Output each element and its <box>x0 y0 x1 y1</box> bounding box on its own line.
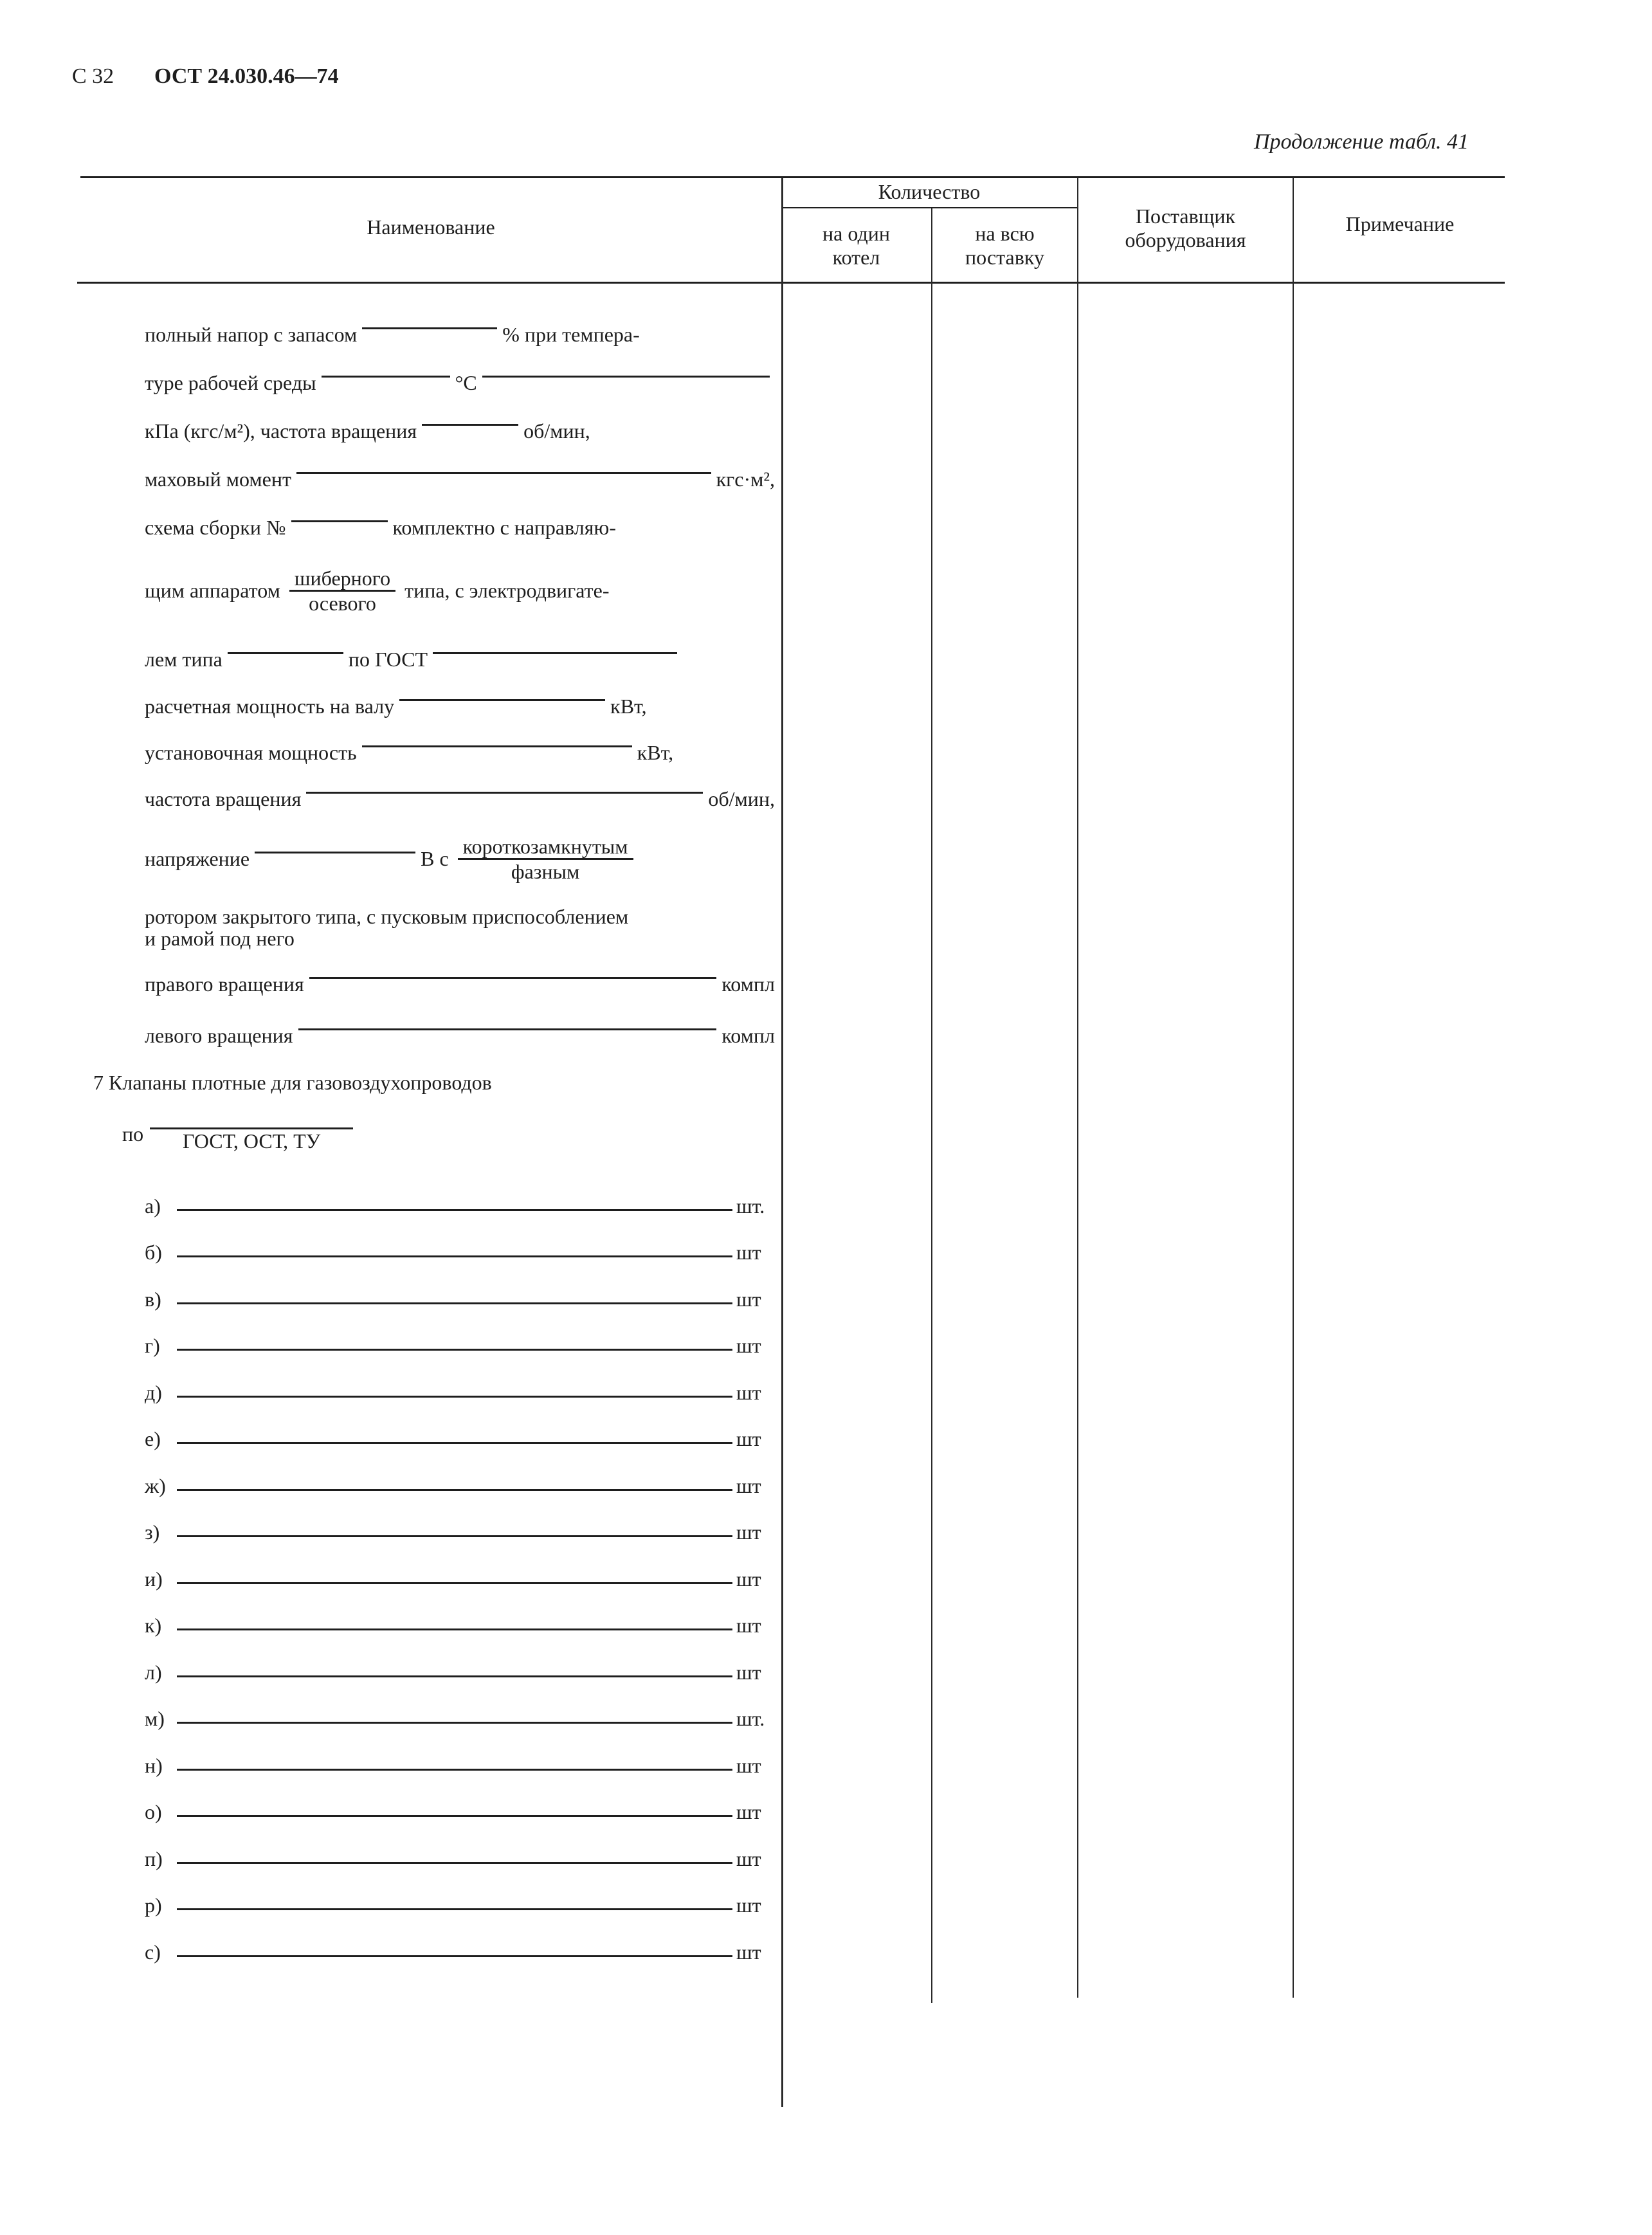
text-line: установочная мощность кВт, <box>145 741 674 764</box>
fill-in-line <box>177 1815 732 1817</box>
column-divider-3 <box>1077 178 1078 1998</box>
item-label: н) <box>145 1753 163 1777</box>
text-line: полный напор с запасом % при темпера- <box>145 323 640 346</box>
item-unit: шт <box>736 1520 761 1544</box>
item-label: а) <box>145 1194 161 1218</box>
item-unit: шт <box>736 1614 761 1637</box>
item-label: ж) <box>145 1473 166 1497</box>
text-line: расчетная мощность на валу кВт, <box>145 695 647 718</box>
list-item <box>145 1893 775 1919</box>
text-line: щим аппаратом $\frac{\text{шиберного}}{\text{осевого}}$ типа, с электродвигате- <box>145 566 610 615</box>
item-unit: шт <box>736 1334 761 1357</box>
fill-in-line <box>177 1769 732 1771</box>
item-label: б) <box>145 1241 162 1264</box>
list-item <box>145 1427 775 1452</box>
text-line: напряжение В с $\frac{\text{короткозамкнутым}}{\text{фазным}}$ <box>145 833 775 884</box>
fill-in-line <box>177 1862 732 1864</box>
fill-in-line <box>177 1628 732 1630</box>
text-line: и рамой под него <box>145 927 295 950</box>
text-line: правого вращения компл <box>145 972 775 996</box>
text-line: ротором закрытого типа, с пусковым приспособлением <box>145 905 629 928</box>
list-item <box>145 1659 775 1685</box>
fraction-damper-axial: $\frac{\text{шиберного}}{\text{осевого}}$ <box>289 567 395 615</box>
item-unit: шт <box>736 1567 761 1591</box>
column-header-per-delivery: на всю поставку <box>965 222 1044 269</box>
fill-in-line <box>177 1255 732 1257</box>
list-item <box>145 1706 775 1732</box>
list-item <box>145 1473 775 1499</box>
section-7-title: 7 Клапаны плотные для газовоздухопроводов <box>93 1071 492 1094</box>
item-label: к) <box>145 1614 162 1637</box>
text-line: схема сборки № комплектно с направляю- <box>145 516 616 539</box>
item-label: з) <box>145 1520 160 1544</box>
column-header-quantity: Количество <box>878 180 981 203</box>
list-item <box>145 1566 775 1592</box>
list-item <box>145 1800 775 1825</box>
list-item <box>145 1939 775 1965</box>
fill-in-line <box>177 1302 732 1304</box>
item-label: р) <box>145 1893 162 1917</box>
fill-in-line <box>177 1675 732 1677</box>
item-unit: шт <box>736 1380 761 1404</box>
item-label: о) <box>145 1800 162 1823</box>
item-unit: шт <box>736 1241 761 1264</box>
item-unit: шт <box>736 1287 761 1311</box>
item-label: г) <box>145 1334 160 1357</box>
list-item <box>145 1520 775 1546</box>
item-unit: шт <box>736 1427 761 1450</box>
list-item <box>145 1333 775 1359</box>
item-label: п) <box>145 1847 163 1870</box>
fill-in-line <box>177 1349 732 1351</box>
fill-in-line <box>177 1955 732 1957</box>
fill-in-line <box>177 1582 732 1584</box>
fill-in-line <box>177 1722 732 1724</box>
item-label: е) <box>145 1427 161 1450</box>
fill-in-line <box>177 1908 732 1910</box>
list-item <box>145 1613 775 1639</box>
table-header-bottom-rule <box>77 282 1505 284</box>
column-header-supplier: Поставщик оборудования <box>1125 205 1246 251</box>
fill-in-line <box>177 1489 732 1491</box>
item-unit: шт <box>736 1940 761 1964</box>
item-label: в) <box>145 1287 161 1311</box>
column-header-note: Примечание <box>1345 212 1455 235</box>
fraction-rotor-type: $\frac{\text{короткозамкнутым}}{\text{фазным}}$ <box>458 835 633 883</box>
text-line: маховый момент кгс·м², <box>145 468 775 491</box>
list-item <box>145 1193 775 1219</box>
item-label: м) <box>145 1707 165 1730</box>
item-unit: шт <box>736 1800 761 1823</box>
column-header-per-boiler: на один котел <box>822 222 890 269</box>
column-divider-4 <box>1293 178 1294 1998</box>
item-unit: шт <box>736 1473 761 1497</box>
list-item <box>145 1753 775 1778</box>
section-7-reference: по ГОСТ, ОСТ, ТУ <box>122 1116 362 1153</box>
item-label: д) <box>145 1380 162 1404</box>
quantity-subheader-rule <box>781 207 1077 208</box>
fill-in-line <box>177 1209 732 1211</box>
table-top-rule <box>80 176 1505 178</box>
item-unit: шт. <box>736 1707 765 1730</box>
item-label: и) <box>145 1567 163 1591</box>
list-item <box>145 1380 775 1405</box>
text-line: туре рабочей среды °С <box>145 370 775 396</box>
item-label: л) <box>145 1660 162 1684</box>
list-item <box>145 1846 775 1872</box>
fill-in-line <box>177 1396 732 1398</box>
item-unit: шт. <box>736 1194 765 1218</box>
list-item <box>145 1240 775 1266</box>
standard-code: ОСТ 24.030.46—74 <box>154 64 339 88</box>
table-continuation-label: Продолжение табл. 41 <box>1254 130 1469 154</box>
text-line: левого вращения компл <box>145 1024 775 1047</box>
column-divider-2 <box>931 208 932 2003</box>
fill-in-line <box>177 1442 732 1444</box>
list-item <box>145 1286 775 1312</box>
item-label: с) <box>145 1940 161 1964</box>
fill-in-line <box>177 1535 732 1537</box>
column-divider-1 <box>781 178 783 2107</box>
item-unit: шт <box>736 1753 761 1777</box>
item-unit: шт <box>736 1893 761 1917</box>
item-unit: шт <box>736 1660 761 1684</box>
page-number: С 32 <box>72 64 114 88</box>
text-line: частота вращения об/мин, <box>145 787 775 810</box>
item-unit: шт <box>736 1847 761 1870</box>
column-header-name: Наименование <box>367 215 495 239</box>
text-line: кПа (кгс/м²), частота вращения об/мин, <box>145 419 590 442</box>
text-line: лем типа по ГОСТ <box>145 646 775 672</box>
